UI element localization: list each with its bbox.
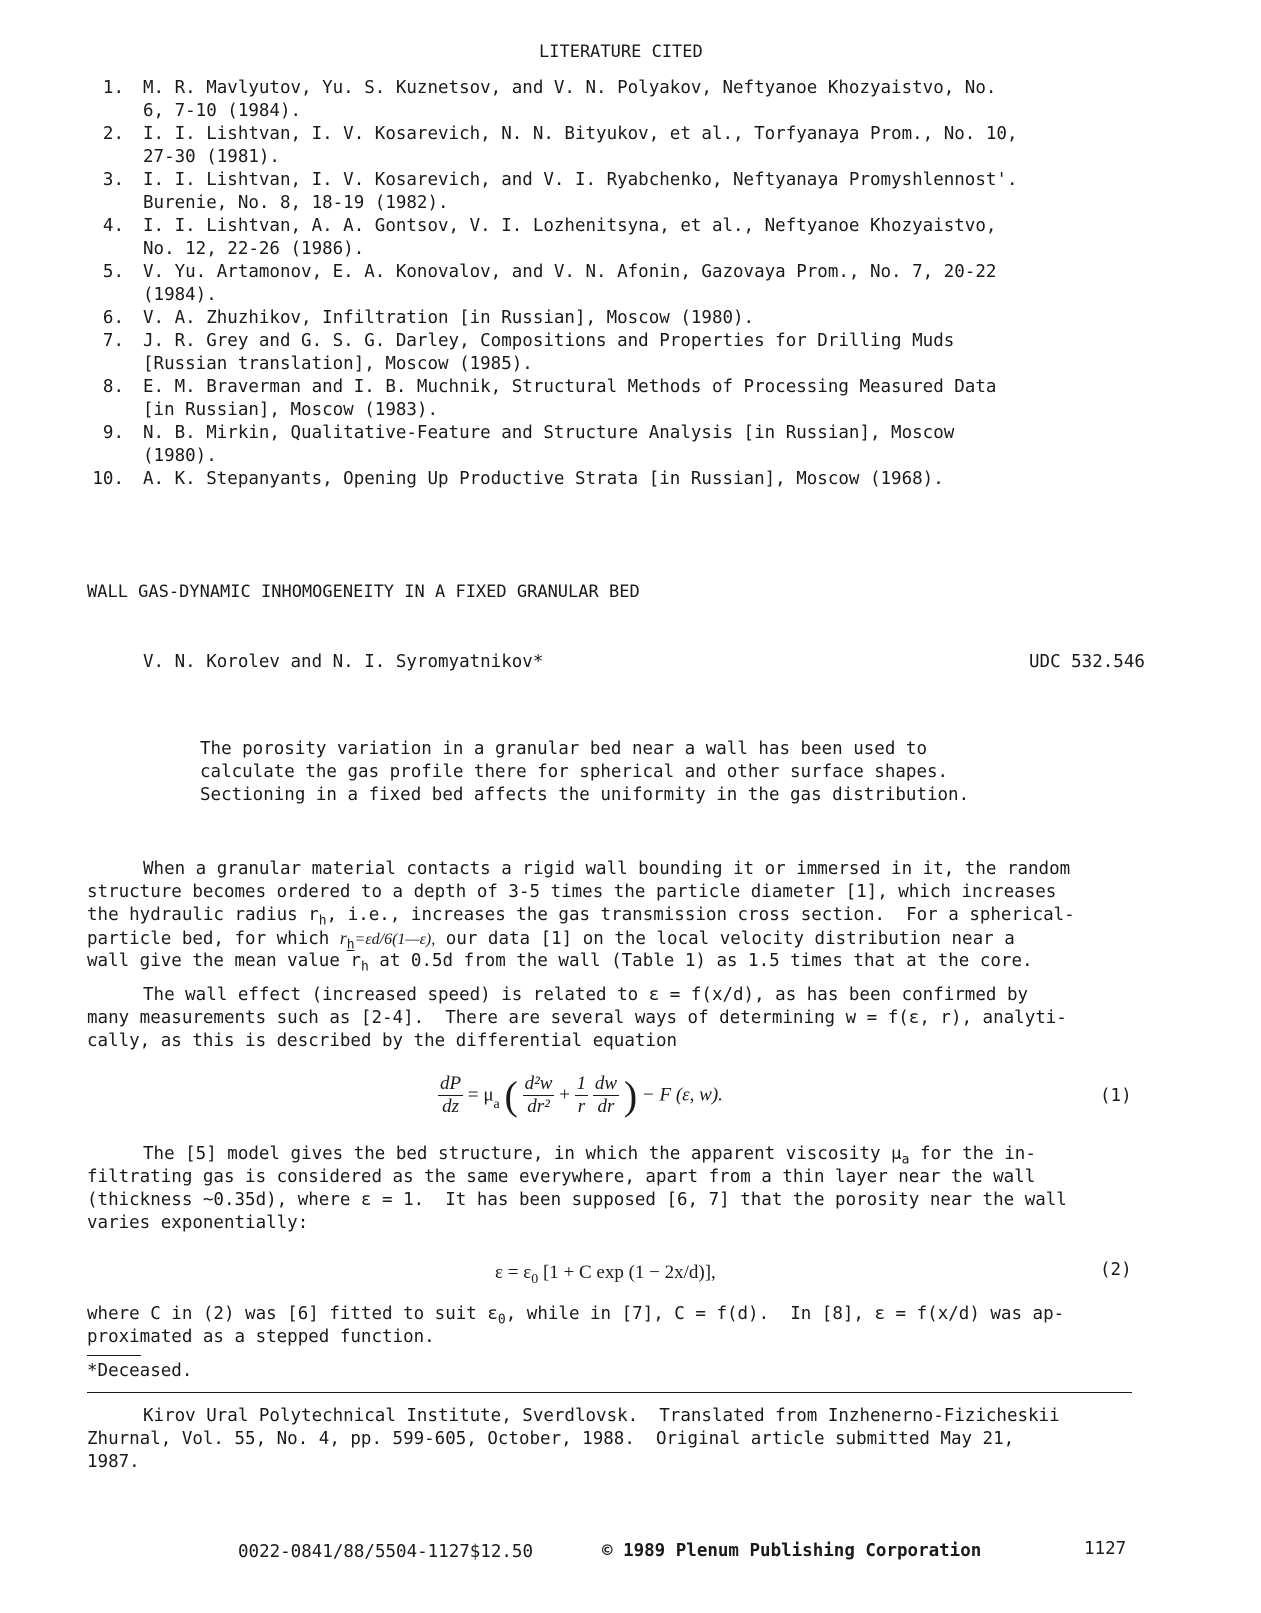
numerator: d²w <box>524 1073 553 1094</box>
text-span: our data [1] on the local velocity distribution near a <box>435 929 1015 949</box>
reference-number: 2. <box>102 124 124 144</box>
plus-sign: + <box>559 1084 570 1106</box>
fraction <box>523 1073 555 1118</box>
fraction <box>593 1073 619 1118</box>
reference-number: 9. <box>102 423 124 443</box>
left-paren: ( <box>504 1073 518 1118</box>
denominator: dz <box>442 1096 459 1117</box>
right-paren: ) <box>623 1073 638 1118</box>
equation-1 <box>438 1072 723 1119</box>
equation-number: (1) <box>1100 1086 1132 1106</box>
footnote: *Deceased. <box>87 1361 193 1381</box>
reference-text: I. I. Lishtvan, I. V. Kosarevich, N. N. Bityukov, et al., Torfyanaya Prom., No. 10, 27-30 (1981). <box>143 124 1018 167</box>
footnote-rule <box>87 1355 141 1356</box>
denominator: dr <box>597 1096 615 1117</box>
body-text-line <box>87 950 1033 979</box>
affiliation-note: Kirov Ural Polytechnical Institute, Sverdlovsk. Translated from Inzhenerno-Fizicheskii Zhurnal, Vol. 55, No. 4, pp. 599-605, October, 1988. Original article submitted May 21, 1987. <box>87 1406 1060 1472</box>
equation-text: ε = ε <box>495 1262 532 1283</box>
text-span: wall give the mean value r <box>87 951 361 971</box>
reference-text: V. Yu. Artamonov, E. A. Konovalov, and V. N. Afonin, Gazovaya Prom., No. 7, 20-22 (1984). <box>143 262 997 305</box>
footer-code: 0022-0841/88/5504-1127$12.50 <box>238 1542 534 1562</box>
fraction <box>575 1073 589 1118</box>
inline-formula: =εd/6(1—ε), <box>354 931 436 948</box>
body-text-line: many measurements such as [2-4]. There are several ways of determining w = f(ε, r), analyti- <box>87 1008 1067 1028</box>
text-span: , i.e., increases the gas transmission cross section. For a spherical- <box>326 905 1075 925</box>
article-title: WALL GAS-DYNAMIC INHOMOGENEITY IN A FIXED GRANULAR BED <box>87 582 640 602</box>
numerator: dw <box>594 1073 618 1094</box>
reference-number: 10. <box>92 469 124 489</box>
subscript: h <box>346 937 355 953</box>
footer-copyright: © 1989 Plenum Publishing Corporation <box>602 1541 982 1561</box>
denominator: r <box>577 1096 586 1117</box>
equation-tail: − F (ε, w). <box>641 1084 723 1106</box>
body-text-line: structure becomes ordered to a depth of 3-5 times the particle diameter [1], which increases <box>87 882 1057 902</box>
text-span: at 0.5d from the wall (Table 1) as 1.5 times that at the core. <box>368 951 1033 971</box>
denominator: dr² <box>527 1096 550 1117</box>
divider <box>87 1392 1132 1393</box>
text-span: the hydraulic radius r <box>87 905 319 925</box>
subscript: a <box>901 1152 910 1168</box>
math-symbol: r <box>339 928 347 948</box>
subscript: h <box>318 913 327 929</box>
subscript: 0 <box>531 1271 539 1287</box>
reference-text: I. I. Lishtvan, I. V. Kosarevich, and V. I. Ryabchenko, Neftyanaya Promyshlennost'. Burenie, No. 8, 18-19 (1982). <box>143 170 1018 213</box>
reference-number: 6. <box>102 308 124 328</box>
numerator: 1 <box>576 1073 587 1094</box>
subscript: 0 <box>497 1312 506 1328</box>
text-span: where C in (2) was [6] fitted to suit ε <box>87 1304 498 1324</box>
page-number: 1127 <box>1084 1539 1127 1559</box>
reference-text: I. I. Lishtvan, A. A. Gontsov, V. I. Lozhenitsyna, et al., Neftyanoe Khozyaistvo, No. 12, 22-26 (1986). <box>143 216 997 259</box>
reference-text: M. R. Mavlyutov, Yu. S. Kuznetsov, and V. N. Polyakov, Neftyanoe Khozyaistvo, No. 6, 7-10 (1984). <box>143 78 997 121</box>
reference-number: 7. <box>102 331 124 351</box>
equals-mu: = μ <box>467 1084 494 1106</box>
reference-text: N. B. Mirkin, Qualitative-Feature and Structure Analysis [in Russian], Moscow (1980). <box>143 423 955 466</box>
text-span: The [5] model gives the bed structure, in which the apparent viscosity μ <box>143 1144 902 1164</box>
text-span: particle bed, for which <box>87 929 340 949</box>
reference-text: J. R. Grey and G. S. G. Darley, Compositions and Properties for Drilling Muds [Russian translation], Moscow (1985). <box>143 331 955 374</box>
body-text-line: cally, as this is described by the differential equation <box>87 1031 678 1051</box>
reference-number: 3. <box>102 170 124 190</box>
reference-text: V. A. Zhuzhikov, Infiltration [in Russian], Moscow (1980). <box>143 308 755 328</box>
body-text-line: proximated as a stepped function. <box>87 1327 435 1347</box>
text-span: , while in [7], C = f(d). In [8], ε = f(x/d) was ap- <box>505 1304 1065 1324</box>
subscript: a <box>493 1096 500 1112</box>
equation-2 <box>495 1262 716 1288</box>
text-span: for the in- <box>909 1144 1036 1164</box>
fraction <box>438 1073 463 1118</box>
udc-code: UDC 532.546 <box>1029 652 1145 672</box>
body-text-line: The wall effect (increased speed) is related to ε = f(x/d), as has been confirmed by <box>143 985 1029 1005</box>
equation-number: (2) <box>1100 1260 1132 1280</box>
article-authors: V. N. Korolev and N. I. Syromyatnikov* <box>143 652 544 672</box>
subscript: h <box>360 959 369 975</box>
body-text-line: varies exponentially: <box>87 1213 309 1233</box>
reference-number: 4. <box>102 216 124 236</box>
reference-number: 1. <box>102 78 124 98</box>
literature-heading: LITERATURE CITED <box>539 42 703 62</box>
body-text-line: filtrating gas is considered as the same everywhere, apart from a thin layer near the wall <box>87 1167 1036 1187</box>
reference-text: A. K. Stepanyants, Opening Up Productive Strata [in Russian], Moscow (1968). <box>143 469 944 489</box>
equation-text: [1 + C exp (1 − 2x/d)], <box>538 1262 716 1283</box>
reference-number: 5. <box>102 262 124 282</box>
numerator: dP <box>440 1073 462 1094</box>
body-text-line: (thickness ~0.35d), where ε = 1. It has been supposed [6, 7] that the porosity near the wall <box>87 1190 1067 1210</box>
body-text-line: When a granular material contacts a rigid wall bounding it or immersed in it, the random <box>143 859 1071 879</box>
abstract: The porosity variation in a granular bed near a wall has been used to calculate the gas profile there for spherical and other surface shapes. Sectioning in a fixed bed affects the uniformity in the gas distribution. <box>200 739 970 805</box>
reference-number: 8. <box>102 377 124 397</box>
reference-text: E. M. Braverman and I. B. Muchnik, Structural Methods of Processing Measured Data [in Russian], Moscow (1983). <box>143 377 997 420</box>
